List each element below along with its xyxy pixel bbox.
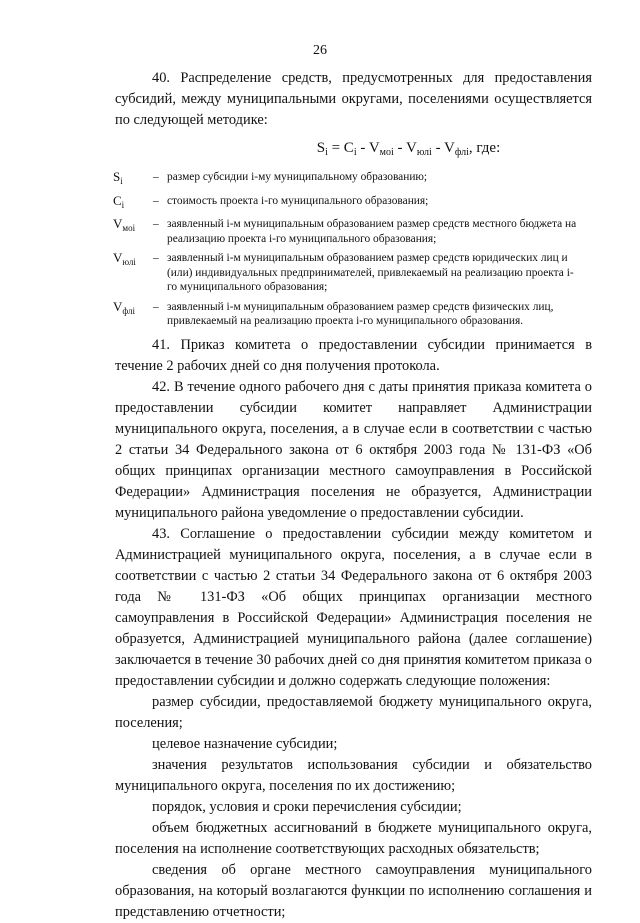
document-body [115, 68, 592, 923]
definition-text: заявленный i-м муниципальным образованием размер средств местного бюджета на реализацию проекта i-го муниципального образования; [167, 218, 577, 245]
definition-text: заявленный i-м муниципальным образованием размер средств юридических лиц и (или) индивидуальных предпринимателей, привлекаемый на реализацию проекта i-го муниципального образования; [167, 252, 574, 293]
definition-text: размер субсидии i-му муниципальному образованию; [167, 171, 428, 183]
agreement-item: размер субсидии, предоставляемой бюджету муниципального округа, поселения; [115, 693, 592, 731]
agreement-item: порядок, условия и сроки перечисления субсидии; [152, 798, 462, 815]
definition-text: стоимость проекта i-го муниципального образования; [167, 194, 429, 207]
definition-row: $V_{моi}$ – заявленный i-м муниципальным образованием размер средств местного бюджета на реализацию проекта i-го муниципального образования; [113, 217, 592, 246]
definition-symbol: $S_i$ [113, 169, 123, 186]
agreement-item: объем бюджетных ассигнований в бюджете муниципального округа, поселения на исполнение соответствующих расходных обязательств; [115, 819, 592, 857]
definition-row: $V_{флi}$ – заявленный i-м муниципальным образованием размер средств физических лиц, привлекаемый на реализацию проекта i-го муниципального образования. [113, 300, 592, 329]
agreement-item: значения результатов использования субсидии и обязательство муниципального округа, поселения по их достижению; [115, 756, 592, 794]
definition-text: заявленный i-м муниципальным образованием размер средств физических лиц, привлекаемый на реализацию проекта i-го муниципального образования. [167, 300, 554, 327]
definition-row: $C_i$ – стоимость проекта i-го муниципального образования; [113, 194, 592, 213]
definition-symbol: $V_{юлi}$ [113, 250, 136, 267]
page-number: 26 [313, 43, 327, 58]
definition-row: $V_{юлi}$ – заявленный i-м муниципальным образованием размер средств юридических лиц и (или) индивидуальных предпринимателей, привлекаемый на реализацию проекта i-го муниципального образования; [113, 251, 592, 295]
formula-definitions [113, 170, 592, 329]
paragraph-41: 41. Приказ комитета о предоставлении субсидии принимается в течение 2 рабочих дней со дня получения протокола. [115, 336, 592, 374]
definition-row: $S_i$ – размер субсидии i-му муниципальному образованию; [113, 170, 592, 189]
definition-symbol: $V_{моi}$ [113, 216, 136, 233]
paragraph-42: 42. В течение одного рабочего дня с даты принятия приказа комитета о предоставлении субсидии комитет направляет Администрации муниципального округа, поселения, а в случае если в соответствии с частью 2 статьи 34 Федерального закона от 6 октября 2003 года № 131-ФЗ «Об общих принципах организации местного самоуправления в Российской Федерации» Администрация поселения не образуется, Администрации муниципального района уведомление о предоставлении субсидии. [115, 378, 592, 521]
subsidy-formula: $S_i = C_i - V_{моi} - V_{юлi} - V_{флi}$, где: [316, 140, 501, 158]
definition-symbol: $C_i$ [113, 192, 125, 210]
paragraph-40: 40. Распределение средств, предусмотренных для предоставления субсидий, между муниципальными округами, поселениями осуществляется по следующей методике: [115, 70, 592, 128]
definition-symbol: $V_{флi}$ [113, 298, 135, 316]
agreement-item: целевое назначение субсидии; [152, 735, 338, 752]
agreement-item: сведения об органе местного самоуправления муниципального образования, на который возлагаются функции по исполнению соглашения и представлению отчетности; [115, 861, 592, 920]
paragraph-43: 43. Соглашение о предоставлении субсидии между комитетом и Администрацией муниципального округа, поселения, а в случае если в соответствии с частью 2 статьи 34 Федерального закона от 6 октября 2003 года № 131-ФЗ «Об общих принципах организации местного самоуправления в Российской Федерации» Администрация поселения не образуется, Администрацией муниципального района (далее соглашение) заключается в течение 30 рабочих дней со дня принятия комитетом приказа о предоставлении субсидии и должно содержать следующие положения: [115, 525, 592, 689]
